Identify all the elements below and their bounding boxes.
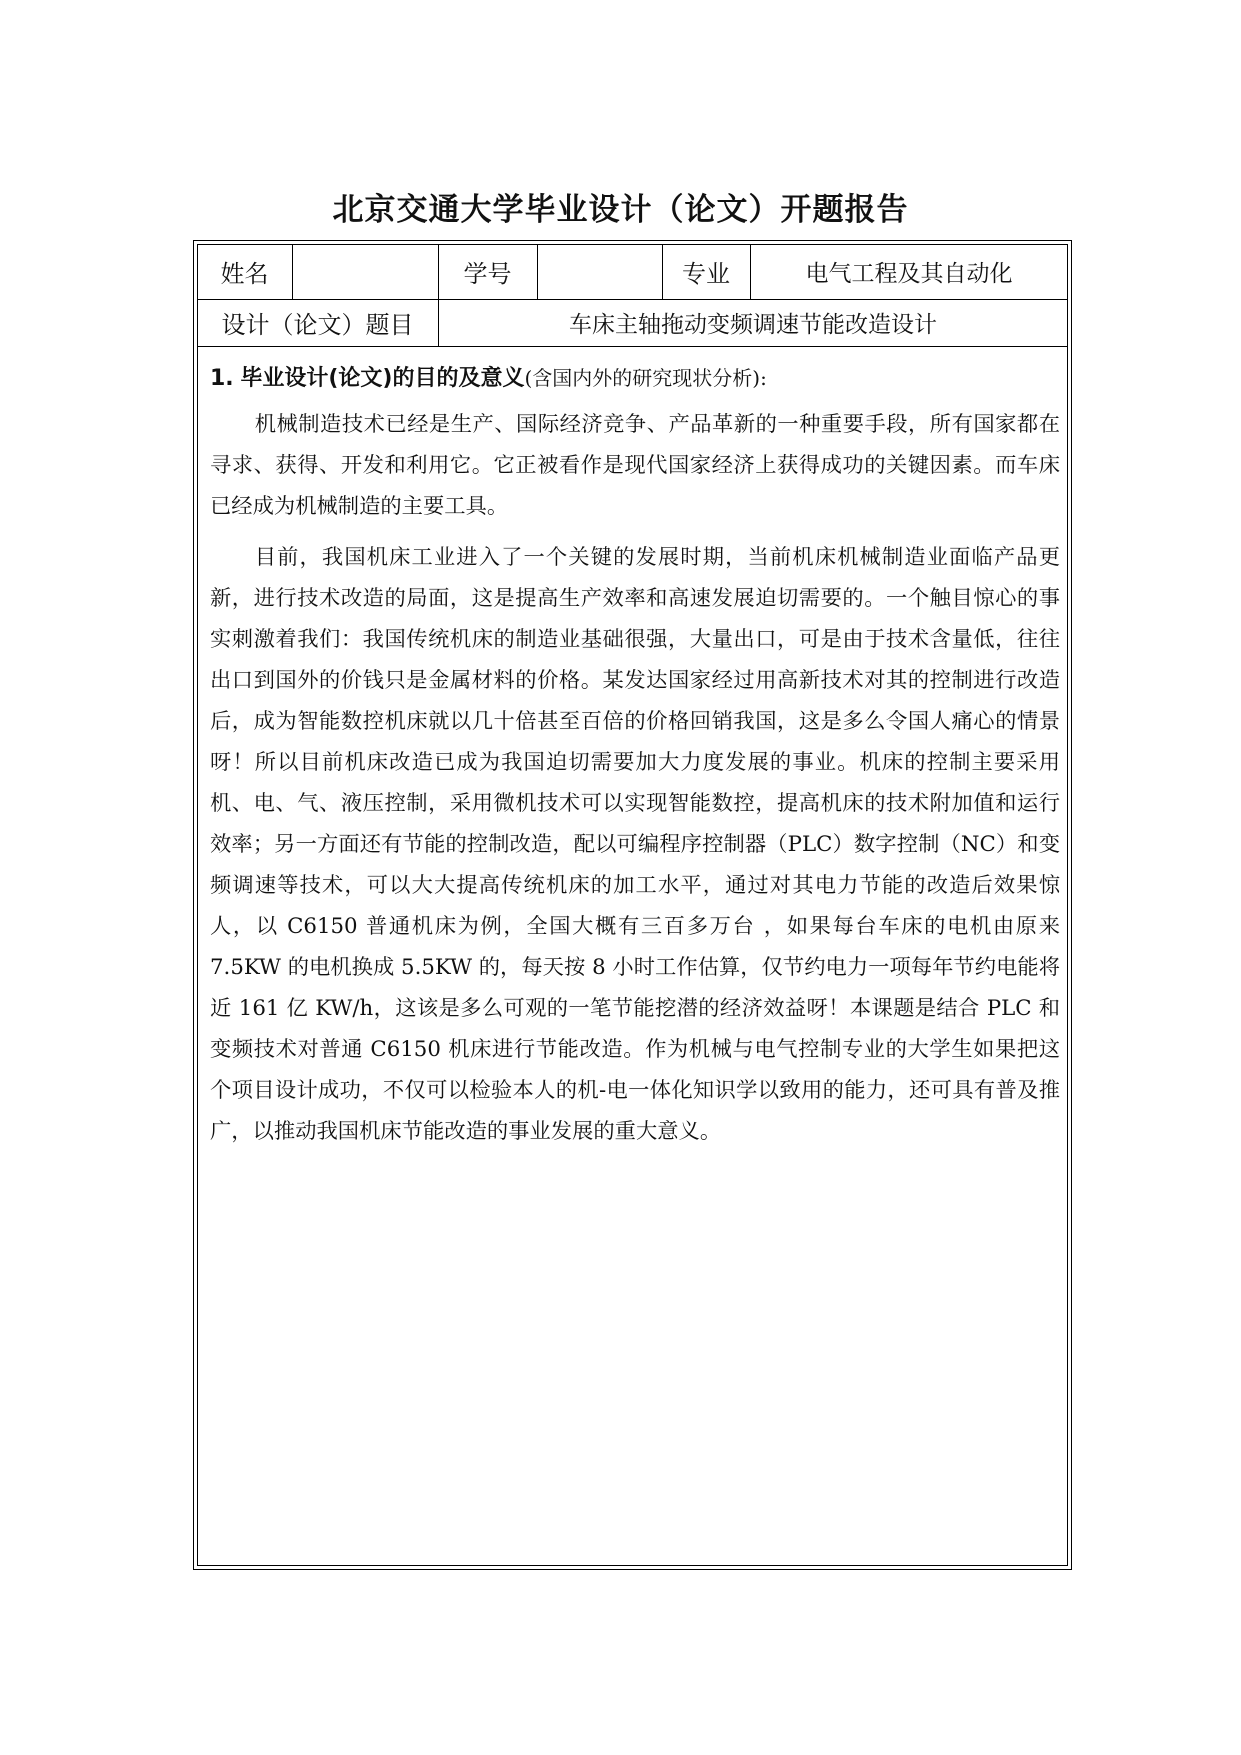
section1-heading [210, 361, 767, 392]
paragraph: 目前，我国机床工业进入了一个关键的发展时期，当前机床机械制造业面临产品更新，进行技术改造的局面，这是提高生产效率和高速发展迫切需要的。一个触目惊心的事实刺激着我们：我国传统机床的制造业基础很强，大量出口，可是由于技术含量低，往往出口到国外的价钱只是金属材料的价格。某发达国家经过用高新技术对其的控制进行改造后，成为智能数控机床就以几十倍甚至百倍的价格回销我国，这是多么令国人痛心的情景呀！所以目前机床改造已成为我国迫切需要加大力度发展的事业。机床的控制主要采用机、电、气、液压控制，采用微机技术可以实现智能数控，提高机床的技术附加值和运行效率；另一方面还有节能的控制改造，配以可编程序控制器（PLC）数字控制（NC）和变频调速等技术，可以大大提高传统机床的加工水平，通过对其电力节能的改造后效果惊人，以 C6150 普通机床为例，全国大概有三百多万台 ，如果每台车床的电机由原来 7.5KW 的电机换成 5.5KW 的，每天按 8 小时工作估算，仅节约电力一项每年节约电能将近 161 亿 KW/h，这该是多么可观的一笔节能挖潜的经济效益呀！本课题是结合 PLC 和变频技术对普通 C6150 机床进行节能改造。作为机械与电气控制专业的大学生如果把这个项目设计成功，不仅可以检验本人的机-电一体化知识学以致用的能力，还可具有普及推广，以推动我国机床节能改造的事业发展的重大意义。 [210, 545, 1060, 1144]
major-value[interactable]: 电气工程及其自动化 [805, 261, 1013, 287]
paragraph: 机械制造技术已经是生产、国际经济竞争、产品革新的一种重要手段，所有国家都在寻求、获得、开发和利用它。它正被看作是现代国家经济上获得成功的关键因素。而车床已经成为机械制造的主要工具。 [210, 412, 1060, 519]
topic-label: 设计（论文）题目 [221, 311, 414, 339]
section1-heading-title: 毕业设计(论文)的目的及意义 [240, 366, 525, 391]
name-value[interactable] [292, 244, 438, 299]
row-divider-2 [197, 346, 1068, 347]
section1-heading-number: 1. [210, 366, 234, 391]
major-label: 专业 [682, 260, 730, 288]
student-id-value[interactable] [537, 244, 662, 299]
name-label: 姓名 [220, 260, 269, 288]
section1-heading-subtitle: (含国内外的研究现状分析): [524, 366, 767, 390]
section1-body [210, 404, 1060, 1162]
student-id-label: 学号 [463, 260, 512, 288]
document-title: 北京交通大学毕业设计（论文）开题报告 [332, 192, 909, 228]
topic-value[interactable]: 车床主轴拖动变频调速节能改造设计 [569, 312, 937, 338]
